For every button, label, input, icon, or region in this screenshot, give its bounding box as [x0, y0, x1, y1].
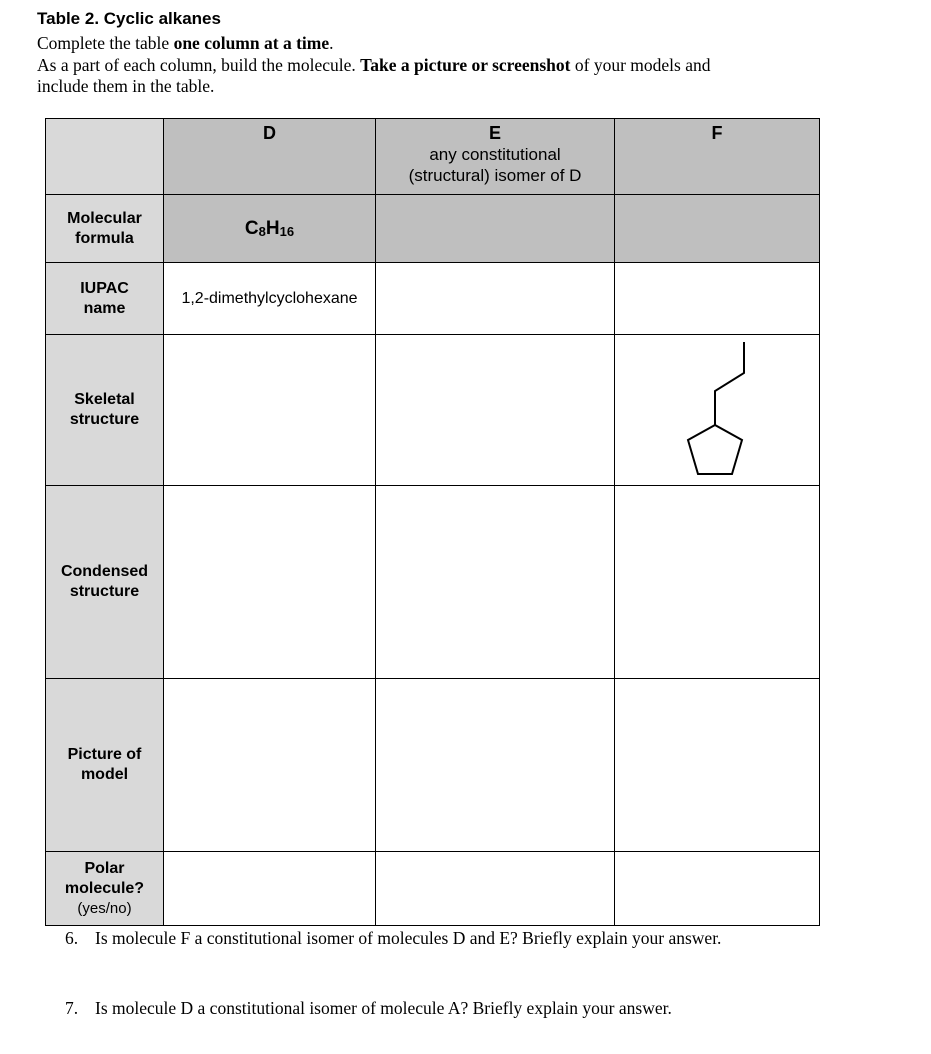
cell-d-formula [164, 195, 376, 263]
ethylcyclopentane-structure [615, 335, 820, 485]
instruction-line-1: Complete the table one column at a time. [37, 33, 334, 53]
iupac-row [46, 263, 820, 335]
cell-e-skeletal[interactable] [376, 335, 615, 486]
cell-d-iupac: 1,2-dimethylcyclohexane [164, 263, 376, 335]
column-header-e: E any constitutional (structural) isomer of D [376, 119, 615, 195]
cell-f-condensed[interactable] [615, 486, 820, 679]
cell-f-formula[interactable] [615, 195, 820, 263]
column-header-d: D [164, 119, 376, 195]
cell-d-skeletal[interactable] [164, 335, 376, 486]
cyclic-alkanes-table [45, 118, 820, 926]
corner-cell [46, 119, 164, 195]
picture-row [46, 679, 820, 852]
cell-d-polar[interactable] [164, 852, 376, 926]
row-label-picture: Picture of model [46, 679, 164, 852]
cell-e-picture[interactable] [376, 679, 615, 852]
column-header-f: F [615, 119, 820, 195]
row-label-condensed: Condensed structure [46, 486, 164, 679]
formula-c8h16: $C_8H_{16}$ [244, 217, 295, 239]
question-7: 7. Is molecule D a constitutional isomer of molecule A? Briefly explain your answer. [65, 998, 672, 1018]
row-label-iupac: IUPAC name [46, 263, 164, 335]
instruction-line-2: As a part of each column, build the molecule. Take a picture or screenshot of your models and [37, 55, 711, 75]
header-row [46, 119, 820, 195]
condensed-row [46, 486, 820, 679]
cell-e-formula[interactable] [376, 195, 615, 263]
cell-d-picture[interactable] [164, 679, 376, 852]
cell-f-picture[interactable] [615, 679, 820, 852]
polar-row [46, 852, 820, 926]
cell-f-iupac[interactable] [615, 263, 820, 335]
question-6: 6. Is molecule F a constitutional isomer of molecules D and E? Briefly explain your answer. [65, 928, 722, 948]
row-label-polar: Polar molecule? (yes/no) [46, 852, 164, 926]
row-label-molecular-formula: Molecular formula [46, 195, 164, 263]
cell-e-condensed[interactable] [376, 486, 615, 679]
cell-f-skeletal [615, 335, 820, 486]
molecular-formula-row [46, 195, 820, 263]
cell-f-polar[interactable] [615, 852, 820, 926]
skeletal-row [46, 335, 820, 486]
row-label-skeletal: Skeletal structure [46, 335, 164, 486]
cell-e-polar[interactable] [376, 852, 615, 926]
table-title: Table 2. Cyclic alkanes [37, 9, 221, 28]
cell-d-condensed[interactable] [164, 486, 376, 679]
cell-e-iupac[interactable] [376, 263, 615, 335]
instruction-line-3: include them in the table. [37, 76, 215, 96]
